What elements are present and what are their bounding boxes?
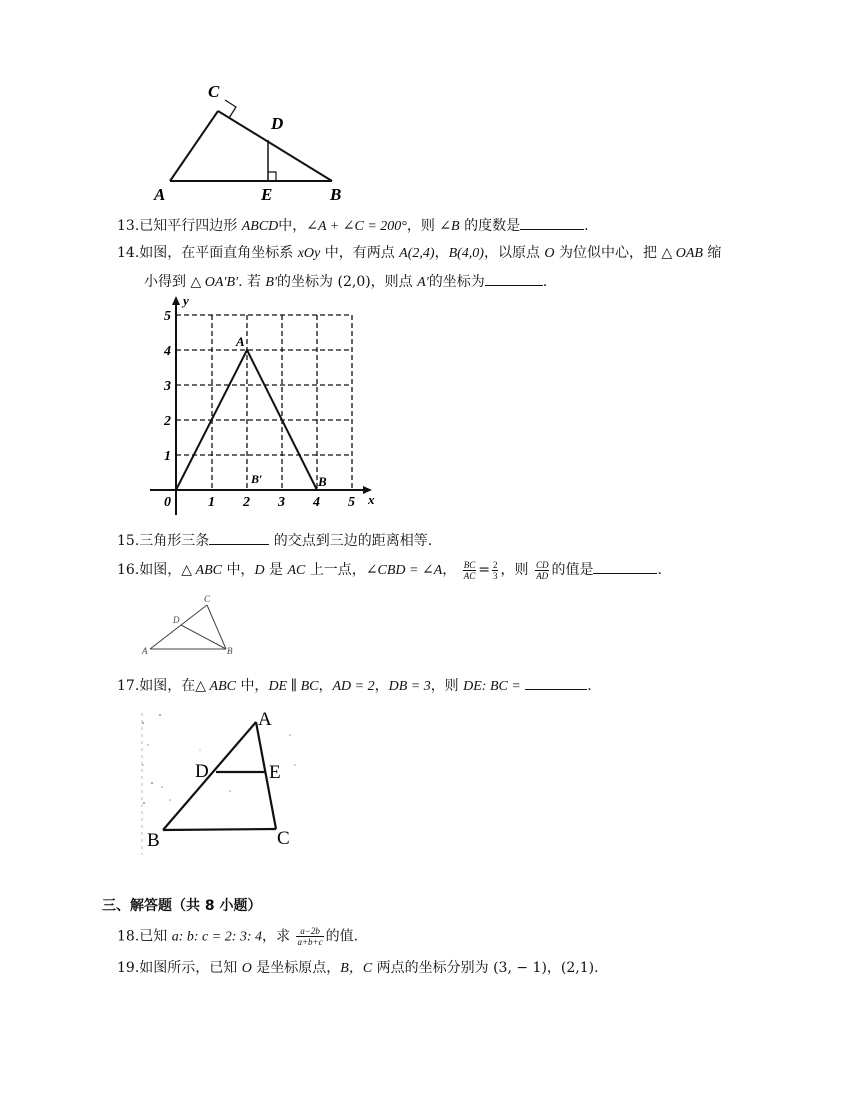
- label-E: E: [269, 762, 281, 783]
- tick-2: 2: [243, 495, 250, 510]
- label-B-prime: B′: [251, 472, 263, 486]
- label-B: B: [227, 646, 233, 656]
- y-tick-2: 2: [164, 414, 171, 429]
- y-axis-label: y: [183, 293, 189, 308]
- answer-blank[interactable]: [209, 530, 269, 545]
- answer-blank[interactable]: [525, 675, 587, 690]
- y-tick-5: 5: [164, 309, 171, 324]
- question-17: 17.如图，在△ ABC 中，DE ∥ BC，AD = 2，DB = 3，则 DE: BC = .: [117, 675, 592, 697]
- label-C: C: [204, 594, 211, 604]
- question-13: 13.已知平行四边形 ABCD中，∠A + ∠C = 200°，则 ∠B 的度数是 .: [117, 215, 589, 237]
- tick-5: 5: [348, 495, 355, 510]
- section-heading: 三、解答题（共 8 小题）: [102, 898, 262, 914]
- label-C: C: [277, 828, 290, 849]
- label-A: A: [258, 709, 272, 730]
- label-C: C: [208, 82, 220, 101]
- y-tick-4: 4: [164, 344, 171, 359]
- label-A: A: [154, 185, 166, 204]
- question-14-line-2: 小得到 △ OA′B′. 若 B′的坐标为 (2,0)，则点 A′的坐标为 .: [144, 271, 547, 293]
- question-18: 18.已知 a: b: c = 2: 3: 4，求 $\frac{a-2b}{a+b+c}$ 的值.: [117, 926, 359, 947]
- answer-blank[interactable]: [593, 559, 657, 574]
- label-D: D: [195, 761, 209, 782]
- tick-0: 0: [164, 495, 171, 510]
- label-A: A: [236, 334, 245, 349]
- y-tick-3: 3: [164, 379, 171, 394]
- figure-small-triangle: [140, 592, 250, 660]
- figure-triangle-de-parallel-bc: [140, 705, 305, 857]
- y-tick-1: 1: [164, 449, 171, 464]
- label-D: D: [271, 114, 284, 133]
- question-16: 16.如图，△ ABC 中，D 是 AC 上一点，∠CBD = ∠A， $\frac{BC}{AC}$ = $\frac{2}{3}$ ，则 $\frac{CD}{AD}$ 的值是 .: [117, 559, 662, 581]
- question-19: 19.如图所示，已知 O 是坐标原点，B，C 两点的坐标分别为 (3, − 1)，(2,1).: [117, 960, 599, 976]
- tick-3: 3: [278, 495, 285, 510]
- label-B: B: [330, 185, 342, 204]
- answer-blank[interactable]: [485, 271, 543, 286]
- label-B: B: [147, 830, 160, 851]
- x-axis-label: x: [368, 492, 375, 507]
- tick-4: 4: [313, 495, 320, 510]
- label-A: A: [142, 646, 148, 656]
- tick-1: 1: [208, 495, 215, 510]
- question-15: 15.三角形三条 的交点到三边的距离相等.: [117, 530, 432, 551]
- label-E: E: [261, 185, 273, 204]
- answer-blank[interactable]: [520, 215, 584, 230]
- figure-right-triangle: [148, 78, 358, 208]
- label-B: B: [318, 474, 327, 489]
- question-14-line-1: 14.如图，在平面直角坐标系 xOy 中，有两点 A(2,4)，B(4,0)，以原点 O 为位似中心，把 △ OAB 缩: [117, 245, 722, 261]
- label-D: D: [173, 615, 180, 625]
- figure-coordinate-grid: [146, 293, 386, 518]
